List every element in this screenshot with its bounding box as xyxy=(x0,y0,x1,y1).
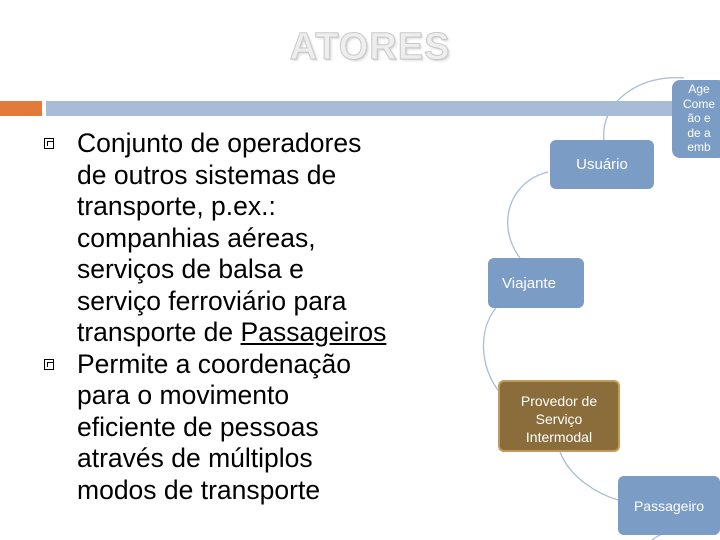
node-line: emb xyxy=(687,140,711,155)
bullet-line: de outros sistemas de xyxy=(77,159,337,190)
node-line: Intermodal xyxy=(525,429,593,445)
node-line: Serviço xyxy=(535,411,583,427)
node-line: Provedor de xyxy=(520,393,598,409)
bullet-line: transporte, p.ex.: xyxy=(77,191,276,221)
connector-arc xyxy=(560,452,618,500)
node-viajante: Viajante xyxy=(488,258,584,308)
node-line: Age xyxy=(688,82,710,96)
node-agente xyxy=(672,80,720,158)
underlined-word: Passageiros xyxy=(240,317,387,347)
node-line: de a xyxy=(687,125,711,140)
connector-arc xyxy=(508,172,548,258)
node-usuario: Usuário xyxy=(550,140,654,189)
connector-arc xyxy=(483,308,498,390)
bullet-line: para o movimento xyxy=(77,380,290,410)
bullet-line: companhias aéreas, xyxy=(77,222,316,253)
bullet-line-text: transporte de xyxy=(77,317,241,347)
slide-title: ATORES xyxy=(289,26,451,68)
node-passageiro: Passageiro xyxy=(618,476,720,535)
bullet-line: serviços de balsa e xyxy=(77,254,304,284)
bullet-line: serviço ferroviário para xyxy=(77,285,347,316)
node-line: Come xyxy=(682,96,715,111)
bullet-line: eficiente de pessoas xyxy=(77,411,319,442)
bullet-line: modos de transporte xyxy=(77,474,321,505)
node-provedor xyxy=(498,380,620,452)
bullet-line: Conjunto de operadores xyxy=(77,128,362,158)
bullet-line: através de múltiplos xyxy=(77,443,313,473)
node-line: ão e xyxy=(687,111,711,126)
bullet-line: Permite a coordenação xyxy=(77,348,351,379)
